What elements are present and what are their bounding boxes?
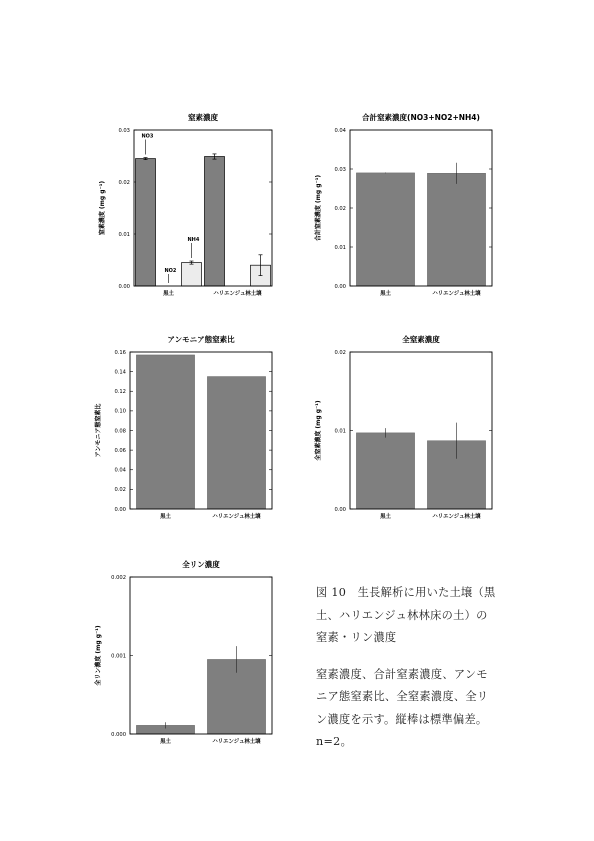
y-tick-label: 0.00 [118,283,130,290]
y-tick-label: 0.00 [114,506,126,513]
y-tick-label: 0.04 [334,127,346,134]
y-tick-label: 0.03 [118,127,130,134]
category-label: 黒土 [380,291,391,297]
y-tick-label: 0.001 [111,653,126,660]
y-tick-label: 0.00 [334,506,346,513]
y-tick-label: 0.00 [334,283,346,290]
category-label: ハリエンジュ林土壌 [432,291,481,297]
y-tick-label: 0.02 [118,179,130,186]
chart-title: 全窒素濃度 [402,335,440,344]
chart-1 [98,112,272,297]
chart-title: 窒素濃度 [188,113,218,122]
bar [136,355,194,509]
category-label: ハリエンジュ林土壌 [212,514,261,520]
chart-3 [94,334,272,520]
category-label: ハリエンジュ林土壌 [212,739,261,745]
bar [356,173,414,286]
category-label: 黒土 [160,739,171,745]
y-tick-label: 0.14 [114,369,126,376]
bar [427,173,485,286]
y-axis-label: 全リン濃度 (mg g⁻¹) [95,625,102,686]
y-tick-label: 0.04 [114,467,126,474]
y-tick-label: 0.03 [334,166,346,173]
y-tick-label: 0.01 [334,244,346,251]
category-label: 黒土 [380,514,391,520]
category-label: ハリエンジュ林土壌 [432,514,481,520]
y-tick-label: 0.16 [114,349,126,356]
chart-5 [94,559,272,745]
bar-no3 [136,159,156,286]
chart-title: 全リン濃度 [182,560,220,569]
series-label: NH4 [187,237,200,244]
y-axis-label: 全窒素濃度 (mg g⁻¹) [315,400,322,461]
category-label: ハリエンジュ林土壌 [213,291,262,297]
y-tick-label: 0.002 [111,574,126,581]
y-axis-label: 窒素濃度 (mg g⁻¹) [99,180,106,236]
bar-nh4 [182,263,202,286]
y-tick-label: 0.02 [334,349,346,356]
bar [207,377,265,509]
y-axis-label: アンモニア態窒素比 [95,403,102,458]
figure-caption [316,582,498,754]
y-tick-label: 0.01 [334,428,346,435]
category-label: 黒土 [163,291,174,297]
y-tick-label: 0.000 [111,731,126,738]
y-tick-label: 0.02 [334,205,346,212]
chart-2 [314,112,492,297]
y-tick-label: 0.12 [114,389,126,396]
y-tick-label: 0.10 [114,408,126,415]
bar [356,433,414,509]
chart-title: 合計窒素濃度(NO3+NO2+NH4) [362,113,480,122]
bar-no3 [205,157,225,286]
y-tick-label: 0.01 [118,231,130,238]
y-tick-label: 0.08 [114,428,126,435]
series-label: NO2 [164,268,177,274]
y-axis-label: 合計窒素濃度 (mg g⁻¹) [315,174,322,242]
chart-4 [314,334,492,520]
caption-title: 図 10 生長解析に用いた土壌（黒土、ハリエンジュ林林床の土）の窒素・リン濃度 [316,586,496,644]
chart-title: アンモニア態窒素比 [167,335,235,344]
y-tick-label: 0.02 [114,487,126,494]
y-tick-label: 0.06 [114,447,126,454]
category-label: 黒土 [160,514,171,520]
series-label: NO3 [141,133,154,140]
caption-body: 窒素濃度、合計窒素濃度、アンモニア態窒素比、全窒素濃度、全リン濃度を示す。縦棒は標準偏差。n=2。 [316,667,489,748]
